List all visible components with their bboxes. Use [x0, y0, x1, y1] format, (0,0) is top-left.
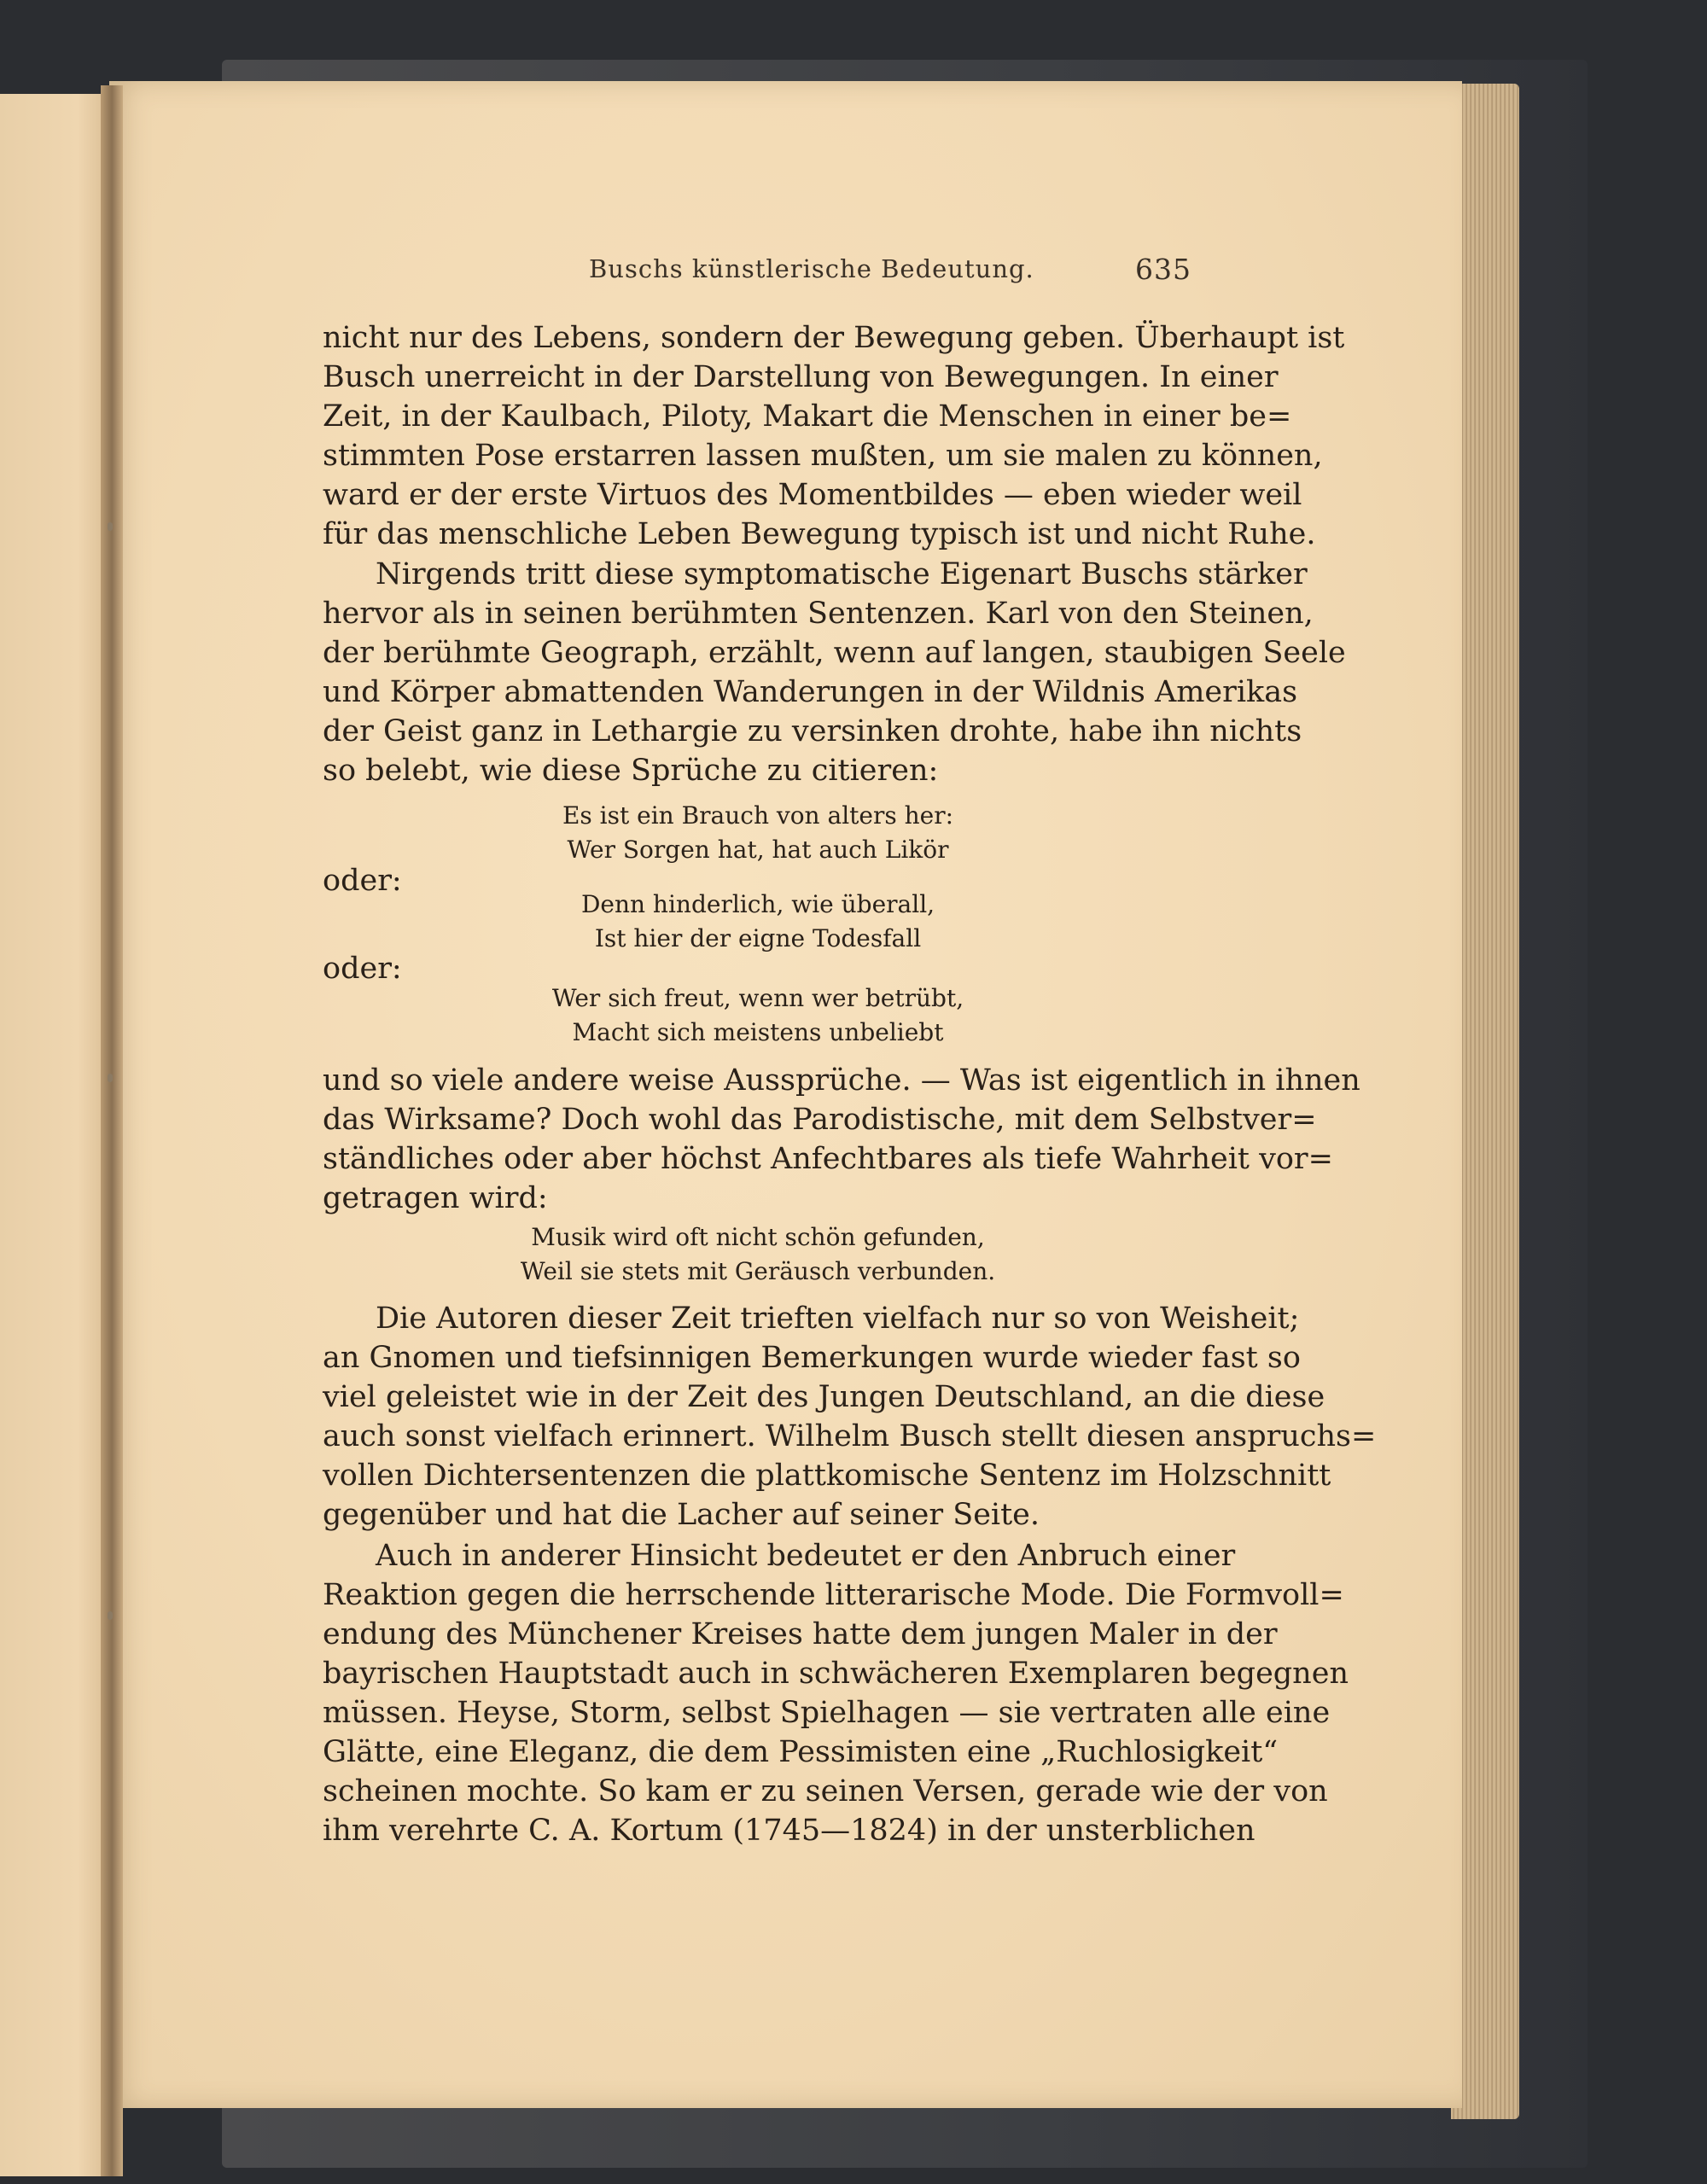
text-line: ward er der erste Virtuos des Momentbildes — eben wieder weil — [323, 478, 1302, 512]
paragraph-2 — [323, 555, 1346, 790]
text-line: ihm verehrte C. A. Kortum (1745—1824) in der unsterblichen — [323, 1814, 1255, 1848]
text-line: endung des Münchener Kreises hatte dem jungen Maler in der — [323, 1617, 1278, 1651]
verse-line: Musik wird oft nicht schön gefunden, — [531, 1223, 985, 1251]
verse-line: Weil sie stets mit Geräusch verbunden. — [520, 1257, 996, 1285]
verse-line: Wer Sorgen hat, hat auch Likör — [567, 836, 949, 864]
text-line: und so viele andere weise Aussprüche. — Was ist eigentlich in ihnen — [323, 1063, 1360, 1098]
text-line: getragen wird: — [323, 1181, 548, 1215]
oder-label: oder: — [323, 952, 402, 986]
text-line: scheinen mochte. So kam er zu seinen Versen, gerade wie der von — [323, 1774, 1328, 1808]
text-line: und Körper abmattenden Wanderungen in der Wildnis Amerikas — [323, 675, 1298, 709]
left-page-edge — [0, 94, 111, 2176]
verse-line: Macht sich meistens unbeliebt — [572, 1018, 944, 1046]
text-line: gegenüber und hat die Lacher auf seiner Seite. — [323, 1498, 1040, 1532]
text-line: Busch unerreicht in der Darstellung von Bewegungen. In einer — [323, 360, 1279, 394]
verse-4 — [323, 1220, 1193, 1289]
gutter — [101, 85, 123, 2176]
verse-line: Wer sich freut, wenn wer betrübt, — [551, 984, 964, 1012]
text-line: bayrischen Hauptstadt auch in schwächeren Exemplaren begegnen — [323, 1657, 1349, 1691]
text-line: der Geist ganz in Lethargie zu versinken drohte, habe ihn nichts — [323, 714, 1302, 748]
text-line: Zeit, in der Kaulbach, Piloty, Makart die Menschen in einer be= — [323, 399, 1292, 434]
paragraph-5 — [323, 1536, 1349, 1850]
paragraph-3 — [323, 1061, 1360, 1218]
page-number: 635 — [1135, 253, 1191, 286]
verse-2 — [323, 888, 1193, 956]
binding-mark — [108, 1611, 113, 1620]
text-line: Auch in anderer Hinsicht bedeutet er den Anbruch einer — [376, 1539, 1236, 1573]
text-line: müssen. Heyse, Storm, selbst Spielhagen — sie vertraten alle eine — [323, 1696, 1331, 1730]
paragraph-4 — [323, 1299, 1377, 1535]
text-line: so belebt, wie diese Sprüche zu citieren: — [323, 754, 939, 788]
text-line: ständliches oder aber höchst Anfechtbares als tiefe Wahrheit vor= — [323, 1142, 1333, 1176]
text-line: nicht nur des Lebens, sondern der Bewegung geben. Überhaupt ist — [323, 321, 1345, 355]
text-line: hervor als in seinen berühmten Sentenzen. Karl von den Steinen, — [323, 597, 1314, 631]
verse-line: Es ist ein Brauch von alters her: — [562, 801, 954, 830]
verse-line: Ist hier der eigne Todesfall — [594, 924, 922, 952]
verse-1 — [323, 799, 1193, 867]
text-line: auch sonst vielfach erinnert. Wilhelm Busch stellt diesen anspruchs= — [323, 1419, 1377, 1453]
text-line: Glätte, eine Eleganz, die dem Pessimisten eine „Ruchlosigkeit“ — [323, 1735, 1279, 1769]
text-line: Nirgends tritt diese symptomatische Eigenart Buschs stärker — [376, 557, 1308, 591]
text-line: Reaktion gegen die herrschende litterarische Mode. Die Formvoll= — [323, 1578, 1344, 1612]
text-line: Die Autoren dieser Zeit trieften vielfach nur so von Weisheit; — [376, 1302, 1300, 1336]
text-line: der berühmte Geograph, erzählt, wenn auf langen, staubigen Seele — [323, 636, 1346, 670]
text-line: vollen Dichtersentenzen die plattkomische Sentenz im Holzschnitt — [323, 1459, 1331, 1493]
text-line: das Wirksame? Doch wohl das Parodistische, mit dem Selbstver= — [323, 1103, 1317, 1137]
verse-line: Denn hinderlich, wie überall, — [580, 890, 935, 918]
paragraph-1 — [323, 318, 1345, 554]
text-line: viel geleistet wie in der Zeit des Jungen Deutschland, an die diese — [323, 1380, 1325, 1414]
verse-3 — [323, 981, 1193, 1050]
binding-mark — [108, 522, 113, 531]
text-line: für das menschliche Leben Bewegung typisch ist und nicht Ruhe. — [323, 517, 1316, 551]
oder-label: oder: — [323, 864, 402, 898]
text-line: stimmten Pose erstarren lassen mußten, um sie malen zu können, — [323, 439, 1323, 473]
binding-mark — [108, 1074, 113, 1082]
text-line: an Gnomen und tiefsinnigen Bemerkungen wurde wieder fast so — [323, 1341, 1301, 1375]
running-title: Buschs künstlerische Bedeutung. — [589, 254, 1034, 283]
